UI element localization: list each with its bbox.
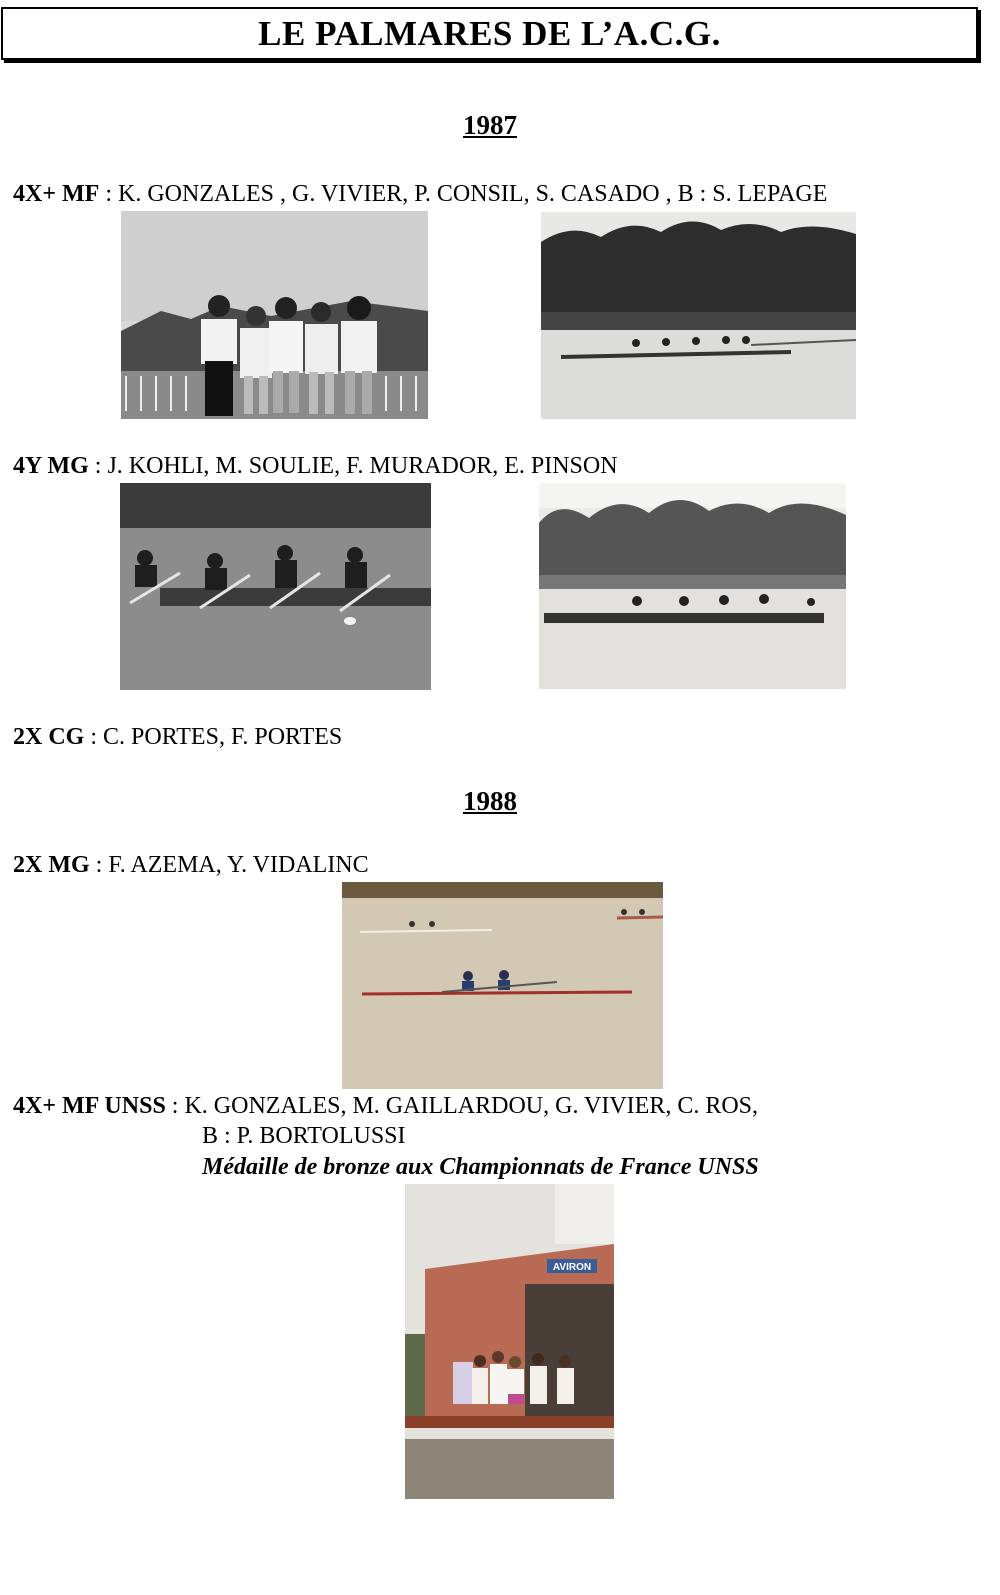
entry-category: 4X+ MF [13, 181, 100, 207]
year-heading-1988: 1988 [463, 786, 517, 816]
achievement-text: Médaille de bronze aux Championnats de France UNSS [202, 1154, 759, 1180]
entry-category: 2X MG [13, 852, 90, 878]
entry-crew: K. GONZALES, M. GAILLARDOU, G. VIVIER, C. ROS, [184, 1093, 759, 1119]
page-title: LE PALMARES DE L’A.C.G. [258, 13, 721, 53]
team-photo-4x-mf [121, 211, 428, 419]
entry-4x-mf [13, 181, 827, 208]
entry-crew: C. PORTES, F. PORTES [103, 724, 343, 750]
team-boathouse-photo-unss [405, 1184, 614, 1499]
entry-4y-mg [13, 453, 618, 480]
entry-2x-mg [13, 852, 369, 879]
entry-category: 4X+ MF UNSS [13, 1093, 166, 1119]
entry-separator: : [89, 852, 109, 878]
entry-4x-mf-unss [13, 1093, 758, 1120]
boat-wide-photo-4y-mg [539, 483, 846, 689]
entry-category: 4Y MG [13, 453, 89, 479]
boat-photo-2x-mg [342, 882, 663, 1089]
entry-2x-cg [13, 724, 342, 751]
entry-separator: : [88, 453, 108, 479]
entry-crew: K. GONZALES , G. VIVIER, P. CONSIL, S. CASADO , B : S. LEPAGE [118, 181, 828, 207]
entry-category: 2X CG [13, 724, 85, 750]
entry-separator: : [99, 181, 118, 207]
aviron-sign: AVIRON [552, 1262, 592, 1273]
entry-crew: F. AZEMA, Y. VIDALINC [108, 852, 369, 878]
entry-cox-line: B : P. BORTOLUSSI [202, 1123, 406, 1149]
boat-closeup-photo-4y-mg [120, 483, 431, 690]
entry-separator: : [165, 1093, 185, 1119]
entry-separator: : [84, 724, 104, 750]
entry-crew: J. KOHLI, M. SOULIE, F. MURADOR, E. PINSON [107, 453, 618, 479]
year-heading-1987: 1987 [463, 110, 517, 140]
boat-photo-4x-mf [541, 212, 856, 419]
title-box [1, 7, 978, 60]
